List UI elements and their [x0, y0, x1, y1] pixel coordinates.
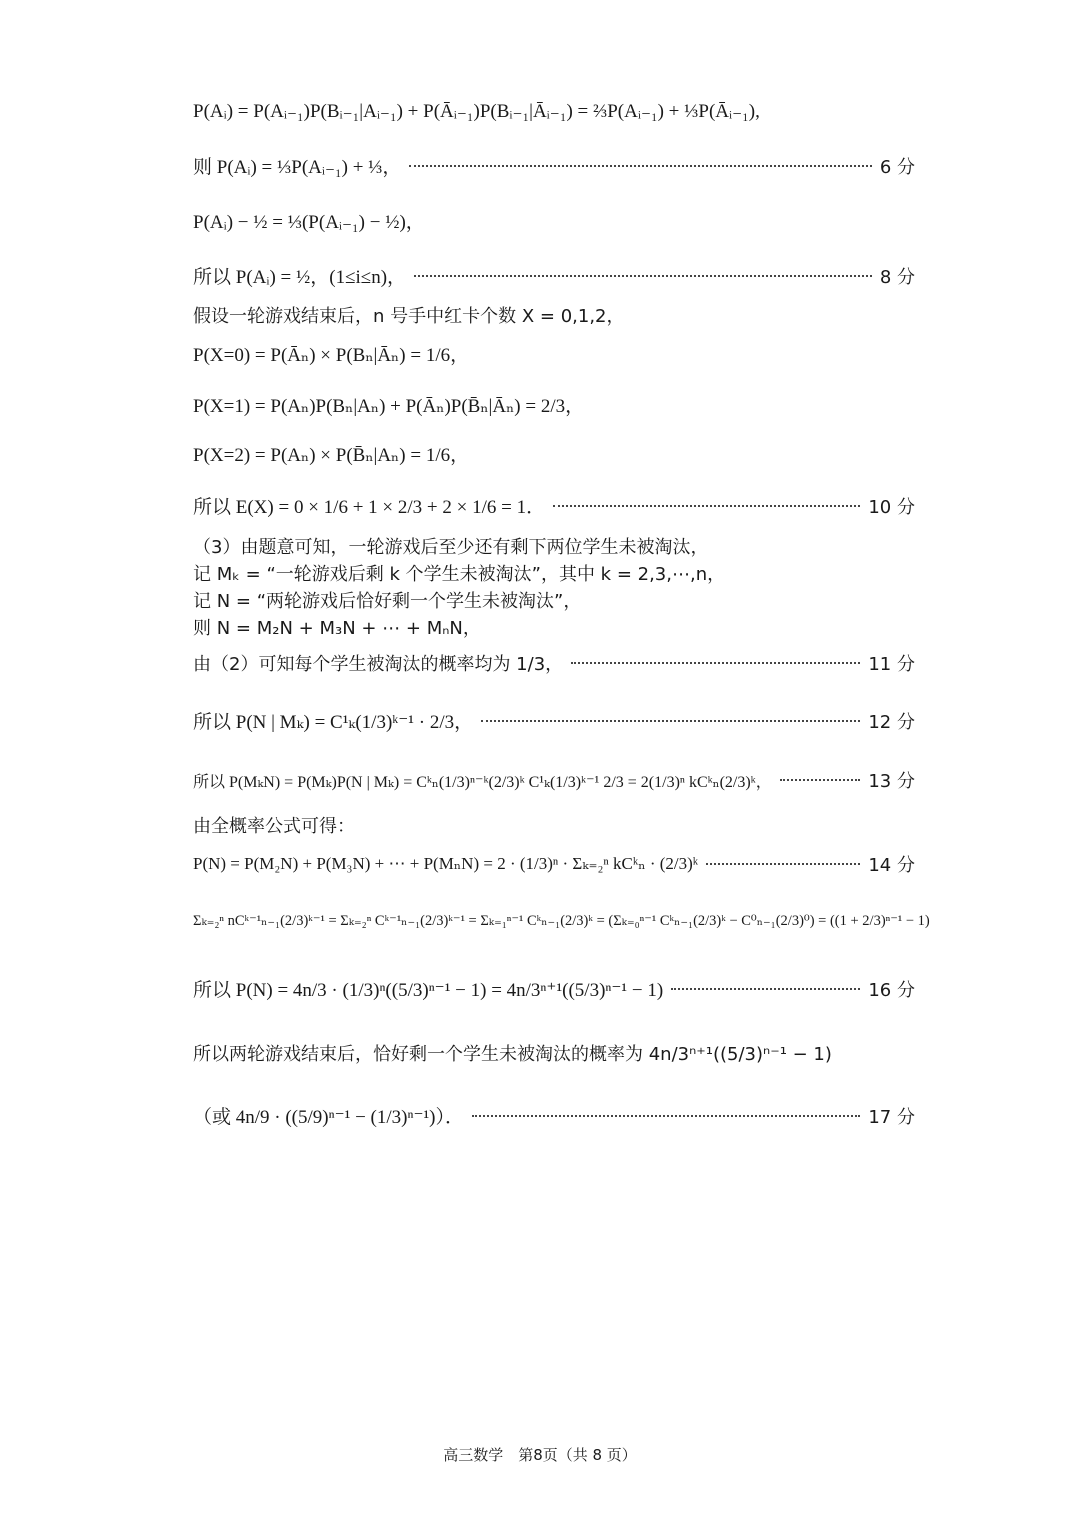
line-text: 由（2）可知每个学生被淘汰的概率均为 1/3， [193, 654, 564, 675]
line-text: 记 Mₖ = “一轮游戏后剩 k 个学生未被淘汰”，其中 k = 2,3,⋯,n， [193, 564, 726, 585]
line-text: （3）由题意可知，一轮游戏后至少还有剩下两位学生未被淘汰， [193, 537, 709, 558]
score-label: 16 分 [868, 979, 915, 1001]
dot-leader [414, 275, 872, 277]
text-line-13 [193, 614, 915, 640]
text-line-17 [193, 812, 915, 838]
score-label: 6 分 [879, 156, 915, 178]
text-line-14 [193, 650, 915, 676]
line-text: 所以 P(N) = 4n/3 · (1/3)ⁿ((5/3)ⁿ⁻¹ − 1) = 4n/3ⁿ⁺¹((5/3)ⁿ⁻¹ − 1) [193, 980, 664, 1001]
equation-line-6 [193, 340, 915, 367]
line-text: （或 4n/9 · ((5/9)ⁿ⁻¹ − (1/3)ⁿ⁻¹)）． [193, 1107, 465, 1128]
equation-line-9 [193, 492, 915, 519]
equation-line-16 [193, 767, 915, 793]
line-text: P(Aᵢ) = P(Aᵢ₋₁)P(Bᵢ₋₁|Aᵢ₋₁) + P(Āᵢ₋₁)P(Bᵢ₋₁|Āᵢ₋₁) = ⅔P(Aᵢ₋₁) + ⅓P(Āᵢ₋₁), [193, 101, 760, 122]
line-text: 则 P(Aᵢ) = ⅓P(Aᵢ₋₁) + ⅓， [193, 157, 402, 178]
equation-line-2 [193, 152, 915, 179]
line-text: 假设一轮游戏结束后，n 号手中红卡个数 X = 0,1,2， [193, 306, 625, 327]
score-label: 11 分 [868, 654, 915, 675]
line-text: 所以 P(Aᵢ) = ½，(1≤i≤n)， [193, 267, 407, 288]
dot-leader [671, 988, 860, 990]
score-label: 8 分 [879, 266, 915, 288]
text-line-10 [193, 533, 915, 559]
page-footer: 高三数学 第8页（共 8 页） [443, 1446, 637, 1464]
line-text: P(X=0) = P(Āₙ) × P(Bₙ|Āₙ) = 1/6， [193, 345, 470, 366]
line-text: Σₖ₌₂ⁿ nCᵏ⁻¹ₙ₋₁(2/3)ᵏ⁻¹ = Σₖ₌₂ⁿ Cᵏ⁻¹ₙ₋₁(2/3)ᵏ⁻¹ = Σₖ₌₁ⁿ⁻¹ Cᵏₙ₋₁(2/3)ᵏ = (Σₖ₌₀ⁿ⁻¹ Cᵏₙ₋₁(2/3)ᵏ − C⁰ₙ₋₁(2/3)⁰) = ((1 + 2/3)ⁿ⁻¹ − 1) [193, 913, 930, 929]
dot-leader [706, 863, 860, 865]
equation-line-15 [193, 707, 915, 734]
line-text: 所以两轮游戏结束后，恰好剩一个学生未被淘汰的概率为 4n/3ⁿ⁺¹((5/3)ⁿ⁻¹ − 1) [193, 1044, 832, 1065]
line-text: P(X=2) = P(Aₙ) × P(B̄ₙ|Aₙ) = 1/6， [193, 445, 470, 466]
score-label: 10 分 [868, 496, 915, 518]
dot-leader [409, 165, 871, 167]
line-text: 所以 P(MₖN) = P(Mₖ)P(N | Mₖ) = Cᵏₙ(1/3)ⁿ⁻ᵏ(2/3)ᵏ C¹ₖ(1/3)ᵏ⁻¹ 2/3 = 2(1/3)ⁿ kCᵏₙ(2/3)ᵏ， [193, 773, 772, 791]
dot-leader [553, 505, 860, 507]
score-label: 13 分 [868, 771, 915, 792]
line-text: 记 N = “两轮游戏后恰好剩一个学生未被淘汰”， [193, 591, 582, 612]
equation-line-1 [193, 100, 915, 123]
dot-leader [571, 662, 860, 664]
line-text: P(X=1) = P(Aₙ)P(Bₙ|Aₙ) + P(Āₙ)P(B̄ₙ|Āₙ) = 2/3， [193, 396, 585, 417]
text-line-21 [193, 1040, 915, 1066]
equation-line-8 [193, 440, 915, 467]
equation-line-20 [193, 975, 915, 1002]
line-text: 则 N = M₂N + M₃N + ⋯ + MₙN， [193, 618, 481, 639]
dot-leader [481, 720, 860, 722]
line-text: 所以 E(X) = 0 × 1/6 + 1 × 2/3 + 2 × 1/6 = 1． [193, 497, 546, 518]
equation-line-18 [193, 851, 915, 877]
score-label: 12 分 [868, 711, 915, 733]
line-text: 所以 P(N | Mₖ) = C¹ₖ(1/3)ᵏ⁻¹ · 2/3， [193, 712, 474, 733]
score-label: 14 分 [868, 855, 915, 876]
dot-leader [472, 1115, 860, 1117]
dot-leader [780, 779, 861, 781]
text-line-11 [193, 560, 915, 586]
equation-line-4 [193, 262, 915, 289]
equation-line-22 [193, 1102, 915, 1129]
text-line-12 [193, 587, 915, 613]
score-label: 17 分 [868, 1106, 915, 1128]
line-text: 由全概率公式可得： [193, 816, 355, 837]
line-text: P(Aᵢ) − ½ = ⅓(P(Aᵢ₋₁) − ½)， [193, 212, 425, 233]
equation-line-3 [193, 207, 915, 234]
text-line-5 [193, 302, 915, 328]
equation-line-7 [193, 391, 915, 418]
line-text: P(N) = P(M₂N) + P(M₃N) + ⋯ + P(MₙN) = 2 · (1/3)ⁿ · Σₖ₌₂ⁿ kCᵏₙ · (2/3)ᵏ [193, 854, 699, 873]
equation-line-19 [193, 913, 930, 930]
